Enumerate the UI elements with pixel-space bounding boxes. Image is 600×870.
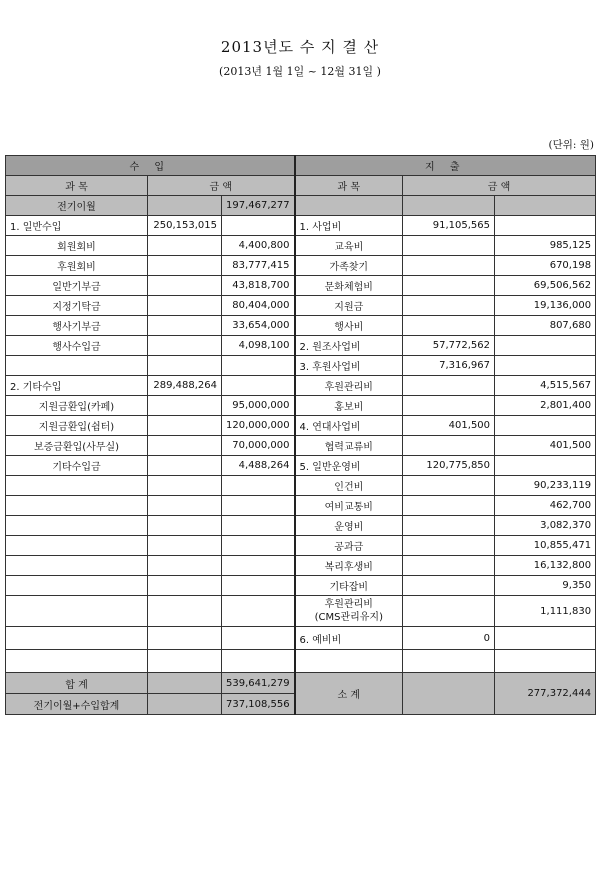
table-row	[6, 376, 596, 396]
income-item-label: 행사기부금	[6, 316, 148, 336]
income-subtotal	[148, 536, 222, 556]
table-row	[6, 316, 596, 336]
income-subtotal	[148, 256, 222, 276]
income-item-label	[6, 516, 148, 536]
income-item-label: 후원회비	[6, 256, 148, 276]
expense-amount	[495, 196, 596, 216]
income-amount: 4,098,100	[222, 336, 295, 356]
expense-item-label: 후원관리비	[295, 376, 403, 396]
expense-item-label: 여비교통비	[295, 496, 403, 516]
income-subtotal: 289,488,264	[148, 376, 222, 396]
expense-subtotal	[403, 650, 495, 673]
income-amount: 33,654,000	[222, 316, 295, 336]
column-header-row	[6, 176, 596, 196]
income-item-label	[6, 650, 148, 673]
income-amount: 95,000,000	[222, 396, 295, 416]
income-item-label	[6, 576, 148, 596]
expense-item-label: 1. 사업비	[295, 216, 403, 236]
income-amount: 43,818,700	[222, 276, 295, 296]
expense-amount: 9,350	[495, 576, 596, 596]
income-subtotal	[148, 416, 222, 436]
expense-item-label: 2. 원조사업비	[295, 336, 403, 356]
income-subtotal	[148, 336, 222, 356]
expense-subtotal	[403, 276, 495, 296]
expense-amount	[495, 336, 596, 356]
expense-item-label: 문화체험비	[295, 276, 403, 296]
income-subtotal	[148, 356, 222, 376]
expense-item-label	[295, 650, 403, 673]
expense-item-label: 기타잡비	[295, 576, 403, 596]
expense-amount: 1,111,830	[495, 596, 596, 627]
expense-subtotal: 7,316,967	[403, 356, 495, 376]
cms-label-line2: (CMS관리유지)	[314, 612, 383, 623]
expense-item-label: 복리후생비	[295, 556, 403, 576]
income-amount-header: 금 액	[148, 176, 295, 196]
expense-item-label: 행사비	[295, 316, 403, 336]
expense-subtotal: 401,500	[403, 416, 495, 436]
income-subtotal	[148, 316, 222, 336]
income-item-label	[6, 627, 148, 650]
expense-subtotal	[403, 496, 495, 516]
expense-subtotal	[403, 196, 495, 216]
expense-item-label: 가족찾기	[295, 256, 403, 276]
expense-item-label: 홍보비	[295, 396, 403, 416]
table-row	[6, 536, 596, 556]
expense-item-header: 과 목	[295, 176, 403, 196]
income-subtotal	[148, 396, 222, 416]
income-subtotal	[148, 576, 222, 596]
income-item-label: 1. 일반수입	[6, 216, 148, 236]
expense-amount	[495, 650, 596, 673]
expense-subtotal	[403, 556, 495, 576]
expense-item-label: 교육비	[295, 236, 403, 256]
income-amount	[222, 536, 295, 556]
income-subtotal	[148, 456, 222, 476]
table-row	[6, 196, 596, 216]
unit-label: (단위: 원)	[548, 139, 594, 151]
expense-subtotal: 120,775,850	[403, 456, 495, 476]
expense-item-label: 5. 일반운영비	[295, 456, 403, 476]
expense-subtotal	[403, 316, 495, 336]
expense-amount: 16,132,800	[495, 556, 596, 576]
expense-total-amount: 277,372,444	[495, 673, 596, 715]
income-amount: 80,404,000	[222, 296, 295, 316]
income-section-header: 수 입	[6, 156, 295, 176]
income-subtotal	[148, 516, 222, 536]
expense-subtotal	[403, 596, 495, 627]
table-row	[6, 436, 596, 456]
income-subtotal	[148, 650, 222, 673]
expense-amount: 69,506,562	[495, 276, 596, 296]
income-subtotal	[148, 436, 222, 456]
table-row	[6, 276, 596, 296]
settlement-table	[5, 155, 596, 715]
income-item-label	[6, 356, 148, 376]
table-row	[6, 476, 596, 496]
income-amount	[222, 627, 295, 650]
total-row	[6, 673, 596, 694]
income-amount	[222, 576, 295, 596]
expense-amount: 670,198	[495, 256, 596, 276]
expense-subtotal	[403, 376, 495, 396]
income-item-label: 기타수입금	[6, 456, 148, 476]
grand-total-label: 전기이월+수입합계	[6, 694, 148, 715]
table-row	[6, 576, 596, 596]
expense-subtotal	[403, 396, 495, 416]
expense-amount-header: 금 액	[403, 176, 596, 196]
expense-item-label	[295, 196, 403, 216]
table-row	[6, 296, 596, 316]
expense-amount: 2,801,400	[495, 396, 596, 416]
income-amount	[222, 216, 295, 236]
income-item-label: 회원회비	[6, 236, 148, 256]
income-amount	[222, 496, 295, 516]
income-item-label: 행사수입금	[6, 336, 148, 356]
income-item-label: 전기이월	[6, 196, 148, 216]
income-amount	[222, 650, 295, 673]
expense-amount: 3,082,370	[495, 516, 596, 536]
expense-amount: 462,700	[495, 496, 596, 516]
table-row	[6, 456, 596, 476]
table-row	[6, 336, 596, 356]
income-total-sub	[148, 673, 222, 694]
table-row	[6, 416, 596, 436]
expense-item-label: 지원금	[295, 296, 403, 316]
income-total-amount: 539,641,279	[222, 673, 295, 694]
expense-item-label: 인건비	[295, 476, 403, 496]
income-amount: 4,488,264	[222, 456, 295, 476]
income-total-label: 합 계	[6, 673, 148, 694]
cms-label-line1: 후원관리비	[324, 599, 373, 610]
expense-amount	[495, 456, 596, 476]
income-amount: 83,777,415	[222, 256, 295, 276]
income-amount: 197,467,277	[222, 196, 295, 216]
expense-amount: 985,125	[495, 236, 596, 256]
table-row	[6, 356, 596, 376]
income-amount	[222, 516, 295, 536]
table-row	[6, 496, 596, 516]
expense-amount	[495, 416, 596, 436]
expense-item-label: 3. 후원사업비	[295, 356, 403, 376]
table-row	[6, 216, 596, 236]
income-item-label: 일반기부금	[6, 276, 148, 296]
section-header-row	[6, 156, 596, 176]
expense-amount: 401,500	[495, 436, 596, 456]
table-row	[6, 556, 596, 576]
table-row	[6, 236, 596, 256]
expense-item-label	[295, 596, 403, 627]
expense-subtotal	[403, 436, 495, 456]
income-item-label	[6, 556, 148, 576]
income-subtotal	[148, 476, 222, 496]
table-row	[6, 396, 596, 416]
income-item-label	[6, 496, 148, 516]
expense-amount: 4,515,567	[495, 376, 596, 396]
expense-subtotal	[403, 236, 495, 256]
income-subtotal	[148, 627, 222, 650]
income-subtotal	[148, 196, 222, 216]
expense-subtotal	[403, 476, 495, 496]
income-amount: 4,400,800	[222, 236, 295, 256]
grand-total-amount: 737,108,556	[222, 694, 295, 715]
table-row	[6, 516, 596, 536]
income-amount	[222, 356, 295, 376]
expense-section-header: 지 출	[295, 156, 596, 176]
expense-subtotal: 0	[403, 627, 495, 650]
income-subtotal	[148, 296, 222, 316]
grand-total-sub	[148, 694, 222, 715]
expense-item-label: 협력교류비	[295, 436, 403, 456]
income-item-label: 지원금환입(카페)	[6, 396, 148, 416]
income-amount	[222, 476, 295, 496]
income-amount: 120,000,000	[222, 416, 295, 436]
income-subtotal	[148, 596, 222, 627]
expense-amount: 807,680	[495, 316, 596, 336]
income-item-label	[6, 596, 148, 627]
expense-item-label: 공과금	[295, 536, 403, 556]
table-row	[6, 596, 596, 627]
expense-total-label: 소 계	[295, 673, 403, 715]
expense-item-label: 6. 예비비	[295, 627, 403, 650]
income-subtotal	[148, 236, 222, 256]
income-item-label: 지원금환입(쉼터)	[6, 416, 148, 436]
income-subtotal	[148, 276, 222, 296]
expense-amount: 19,136,000	[495, 296, 596, 316]
page-title: 2013년도 수 지 결 산	[220, 38, 380, 56]
income-item-label: 2. 기타수입	[6, 376, 148, 396]
expense-subtotal	[403, 536, 495, 556]
expense-amount: 90,233,119	[495, 476, 596, 496]
expense-amount	[495, 627, 596, 650]
income-subtotal	[148, 496, 222, 516]
expense-amount	[495, 356, 596, 376]
table-row	[6, 256, 596, 276]
period-subtitle: (2013년 1월 1일 ~ 12월 31일 )	[219, 65, 381, 78]
income-amount	[222, 376, 295, 396]
expense-subtotal	[403, 256, 495, 276]
expense-total-sub	[403, 673, 495, 715]
income-item-label: 보증금환입(사무실)	[6, 436, 148, 456]
expense-item-label: 4. 연대사업비	[295, 416, 403, 436]
income-subtotal: 250,153,015	[148, 216, 222, 236]
table-row	[6, 650, 596, 673]
income-item-label	[6, 536, 148, 556]
expense-amount: 10,855,471	[495, 536, 596, 556]
income-amount: 70,000,000	[222, 436, 295, 456]
expense-subtotal	[403, 296, 495, 316]
income-amount	[222, 596, 295, 627]
table-row	[6, 627, 596, 650]
expense-subtotal: 57,772,562	[403, 336, 495, 356]
income-item-label	[6, 476, 148, 496]
expense-subtotal	[403, 516, 495, 536]
expense-amount	[495, 216, 596, 236]
income-amount	[222, 556, 295, 576]
income-item-label: 지정기탁금	[6, 296, 148, 316]
expense-item-label: 운영비	[295, 516, 403, 536]
expense-subtotal	[403, 576, 495, 596]
income-subtotal	[148, 556, 222, 576]
income-item-header: 과 목	[6, 176, 148, 196]
expense-subtotal: 91,105,565	[403, 216, 495, 236]
